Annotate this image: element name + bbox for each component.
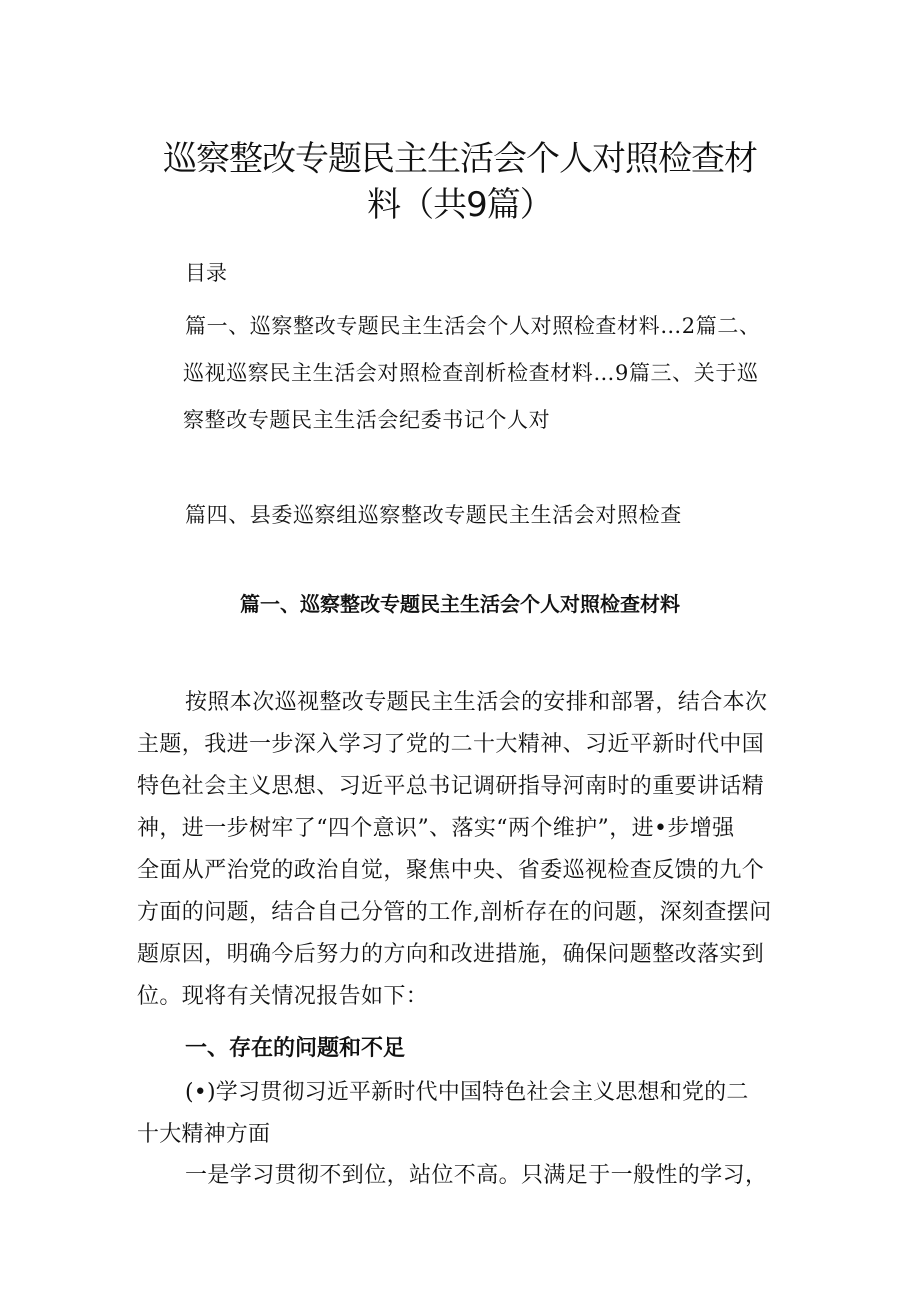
toc-item-4: 篇四、县委巡察组巡察整改专题民主生活会对照检查	[185, 503, 682, 527]
body-line-1: 按照本次巡视整改专题民主生活会的安排和部署，结合本次	[185, 690, 768, 715]
document-title	[130, 136, 790, 228]
document-title-line-2: 料（共9篇）	[367, 185, 553, 225]
body-line-4: 神，进一步树牢了“四个意识”、落实“两个维护”，进•步增强	[137, 816, 735, 841]
toc-list	[185, 303, 793, 444]
document-title-line-1: 巡察整改专题民主生活会个人对照检查材	[163, 139, 757, 179]
toc-line-3: 察整改专题民主生活会纪委书记个人对	[183, 408, 551, 432]
body-line-3: 特色社会主义思想、习近平总书记调研指导河南时的重要讲话精	[137, 774, 765, 799]
section-title: 篇一、巡察整改专题民主生活会个人对照检查材料	[240, 592, 680, 616]
body-line-2: 主题，我进一步深入学习了党的二十大精神、习近平新时代中国	[137, 732, 765, 757]
body-line-5: 全面从严治党的政治自觉，聚焦中央、省委巡视检查反馈的九个	[137, 858, 765, 883]
toc-line-1: 篇一、巡察整改专题民主生活会个人对照检查材料…2篇二、	[185, 314, 761, 338]
body-line-7: 题原因，明确今后努力的方向和改进措施，确保问题整改落实到	[137, 942, 765, 967]
body-line-8: 位。现将有关情况报告如下：	[137, 984, 429, 1009]
heading-level-1: 一、存在的问题和不足	[185, 1035, 406, 1061]
body-paragraph	[137, 682, 789, 1018]
body-line-6: 方面的问题，结合自己分管的工作,剖析存在的问题，深刻查摆问	[137, 900, 772, 925]
heading-level-2-line-1: (•)学习贯彻习近平新时代中国特色社会主义思想和党的二	[185, 1080, 749, 1105]
heading-level-2-line-2: 十大精神方面	[137, 1122, 271, 1147]
paragraph-start: 一是学习贯彻不到位，站位不高。只满足于一般性的学习，	[185, 1163, 768, 1188]
heading-level-2	[137, 1072, 789, 1156]
toc-heading: 目录	[185, 261, 227, 285]
toc-line-2: 巡视巡察民主生活会对照检查剖析检查材料…9篇三、关于巡	[183, 361, 759, 385]
